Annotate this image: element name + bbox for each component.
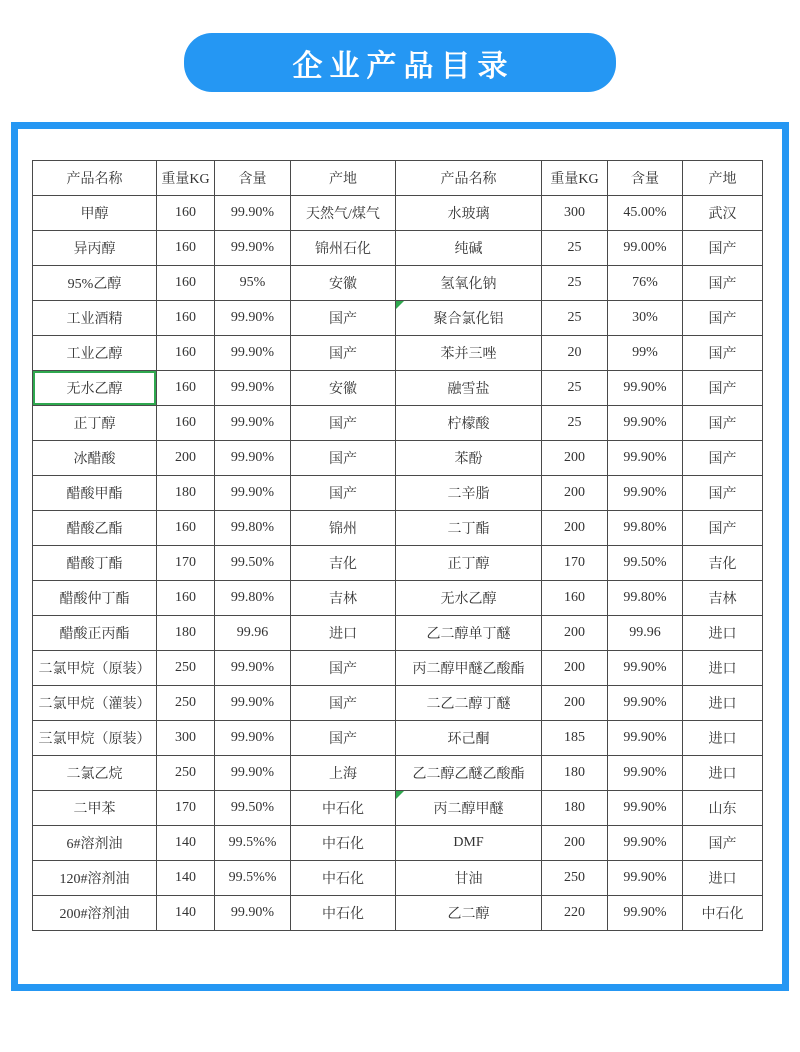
cell-origin: 国产 <box>683 301 763 336</box>
cell-weight-kg: 160 <box>157 196 215 231</box>
cell-weight-kg: 200 <box>542 476 608 511</box>
cell-origin: 中石化 <box>291 826 396 861</box>
cell-weight-kg: 25 <box>542 266 608 301</box>
cell-origin: 中石化 <box>291 861 396 896</box>
page-title: 企业产品目录 <box>292 49 515 83</box>
cell-content: 99.90% <box>608 406 683 441</box>
cell-origin: 国产 <box>291 476 396 511</box>
cell-weight-kg: 180 <box>157 616 215 651</box>
cell-product-name: 无水乙醇 <box>396 581 542 616</box>
cell-weight-kg: 200 <box>542 826 608 861</box>
cell-weight-kg: 300 <box>542 196 608 231</box>
cell-weight-kg: 200 <box>157 441 215 476</box>
cell-origin: 锦州 <box>291 511 396 546</box>
cell-content: 99.80% <box>215 511 291 546</box>
cell-product-name: 醋酸乙酯 <box>33 511 157 546</box>
cell-content: 30% <box>608 301 683 336</box>
table-row <box>33 371 763 406</box>
cell-content: 99.50% <box>215 791 291 826</box>
cell-weight-kg: 170 <box>157 791 215 826</box>
cell-product-name: 三氯甲烷（原装） <box>33 721 157 756</box>
table-header <box>33 161 763 196</box>
cell-product-name-green-triangle-marker: 聚合氯化铝 <box>396 301 542 336</box>
cell-content: 99.90% <box>215 896 291 931</box>
cell-product-name: 水玻璃 <box>396 196 542 231</box>
table-header-row <box>33 161 763 196</box>
cell-origin: 中石化 <box>291 896 396 931</box>
cell-product-name: 甲醇 <box>33 196 157 231</box>
cell-product-name: 醋酸甲酯 <box>33 476 157 511</box>
cell-origin: 国产 <box>291 336 396 371</box>
cell-product-name: 融雪盐 <box>396 371 542 406</box>
cell-product-name: 二乙二醇丁醚 <box>396 686 542 721</box>
cell-content: 99.5%% <box>215 861 291 896</box>
cell-content: 99.90% <box>608 686 683 721</box>
cell-origin: 进口 <box>683 651 763 686</box>
cell-product-name: 二氯乙烷 <box>33 756 157 791</box>
column-header-origin: 产地 <box>683 161 763 196</box>
cell-content: 99.90% <box>215 651 291 686</box>
cell-content: 99.90% <box>215 231 291 266</box>
column-header-product-name: 产品名称 <box>33 161 157 196</box>
cell-origin: 国产 <box>683 826 763 861</box>
table-row <box>33 651 763 686</box>
cell-product-name: 异丙醇 <box>33 231 157 266</box>
cell-weight-kg: 25 <box>542 406 608 441</box>
table-row <box>33 826 763 861</box>
cell-weight-kg: 185 <box>542 721 608 756</box>
page-title-banner <box>184 33 616 92</box>
cell-product-name: 苯酚 <box>396 441 542 476</box>
cell-product-name: 二氯甲烷（灌装） <box>33 686 157 721</box>
cell-origin: 国产 <box>291 721 396 756</box>
cell-origin: 进口 <box>683 756 763 791</box>
cell-product-name: 醋酸正丙酯 <box>33 616 157 651</box>
table-body <box>33 196 763 931</box>
cell-content: 99.90% <box>215 721 291 756</box>
cell-product-name: 200#溶剂油 <box>33 896 157 931</box>
cell-content: 99.90% <box>215 476 291 511</box>
table-row <box>33 896 763 931</box>
cell-product-name: 乙二醇单丁醚 <box>396 616 542 651</box>
cell-weight-kg: 25 <box>542 231 608 266</box>
cell-content: 99.90% <box>608 721 683 756</box>
table-row <box>33 756 763 791</box>
cell-content: 99% <box>608 336 683 371</box>
cell-content: 45.00% <box>608 196 683 231</box>
cell-origin: 锦州石化 <box>291 231 396 266</box>
cell-origin: 进口 <box>291 616 396 651</box>
cell-weight-kg: 160 <box>157 371 215 406</box>
cell-origin: 山东 <box>683 791 763 826</box>
cell-product-name: 冰醋酸 <box>33 441 157 476</box>
cell-product-name: 醋酸丁酯 <box>33 546 157 581</box>
cell-product-name-green-triangle-marker: 丙二醇甲醚 <box>396 791 542 826</box>
cell-weight-kg: 140 <box>157 861 215 896</box>
table-row <box>33 581 763 616</box>
cell-origin: 国产 <box>683 441 763 476</box>
cell-product-name: 正丁醇 <box>396 546 542 581</box>
cell-weight-kg: 200 <box>542 511 608 546</box>
cell-weight-kg: 160 <box>157 581 215 616</box>
cell-weight-kg: 160 <box>157 301 215 336</box>
cell-content: 99.96 <box>215 616 291 651</box>
cell-product-name: 纯碱 <box>396 231 542 266</box>
cell-content: 99.00% <box>608 231 683 266</box>
cell-origin: 吉化 <box>683 546 763 581</box>
cell-content: 99.90% <box>608 756 683 791</box>
cell-product-name: 120#溶剂油 <box>33 861 157 896</box>
cell-weight-kg: 250 <box>542 861 608 896</box>
catalog-frame <box>11 122 789 991</box>
cell-content: 99.90% <box>608 371 683 406</box>
cell-product-name: 二氯甲烷（原装） <box>33 651 157 686</box>
table-row <box>33 546 763 581</box>
cell-weight-kg: 300 <box>157 721 215 756</box>
cell-product-name: 乙二醇乙醚乙酸酯 <box>396 756 542 791</box>
cell-weight-kg: 160 <box>157 336 215 371</box>
cell-product-name: DMF <box>396 826 542 861</box>
table-row <box>33 791 763 826</box>
cell-origin: 国产 <box>683 476 763 511</box>
cell-product-name: 丙二醇甲醚乙酸酯 <box>396 651 542 686</box>
cell-origin: 国产 <box>291 301 396 336</box>
cell-weight-kg: 20 <box>542 336 608 371</box>
column-header-weight-kg: 重量KG <box>157 161 215 196</box>
cell-origin: 国产 <box>291 651 396 686</box>
cell-weight-kg: 160 <box>157 266 215 301</box>
cell-origin: 国产 <box>683 336 763 371</box>
cell-product-name: 甘油 <box>396 861 542 896</box>
column-header-origin: 产地 <box>291 161 396 196</box>
cell-content: 99.90% <box>215 301 291 336</box>
table-row <box>33 616 763 651</box>
cell-origin: 武汉 <box>683 196 763 231</box>
cell-origin: 国产 <box>683 511 763 546</box>
cell-product-name: 二辛脂 <box>396 476 542 511</box>
cell-product-name: 正丁醇 <box>33 406 157 441</box>
cell-product-name: 工业酒精 <box>33 301 157 336</box>
cell-origin: 天然气/煤气 <box>291 196 396 231</box>
cell-content: 99.90% <box>215 686 291 721</box>
cell-product-name: 柠檬酸 <box>396 406 542 441</box>
cell-product-name: 苯并三唑 <box>396 336 542 371</box>
cell-weight-kg: 170 <box>157 546 215 581</box>
table-row <box>33 511 763 546</box>
cell-weight-kg: 140 <box>157 896 215 931</box>
cell-content: 99.90% <box>608 861 683 896</box>
cell-product-name: 乙二醇 <box>396 896 542 931</box>
cell-origin: 中石化 <box>291 791 396 826</box>
cell-product-name: 醋酸仲丁酯 <box>33 581 157 616</box>
cell-weight-kg: 180 <box>542 756 608 791</box>
cell-origin: 国产 <box>291 406 396 441</box>
table-row <box>33 301 763 336</box>
table-row <box>33 266 763 301</box>
cell-content: 99.90% <box>608 651 683 686</box>
table-row <box>33 196 763 231</box>
cell-weight-kg: 200 <box>542 441 608 476</box>
cell-origin: 国产 <box>683 266 763 301</box>
cell-content: 99.90% <box>215 196 291 231</box>
cell-weight-kg: 220 <box>542 896 608 931</box>
cell-product-name: 氢氧化钠 <box>396 266 542 301</box>
table-row <box>33 336 763 371</box>
cell-weight-kg: 140 <box>157 826 215 861</box>
cell-weight-kg: 180 <box>157 476 215 511</box>
cell-weight-kg: 200 <box>542 686 608 721</box>
cell-origin: 安徽 <box>291 266 396 301</box>
cell-origin: 国产 <box>683 406 763 441</box>
table-row <box>33 721 763 756</box>
cell-product-name: 二甲苯 <box>33 791 157 826</box>
table-row <box>33 861 763 896</box>
cell-weight-kg: 200 <box>542 616 608 651</box>
table-row <box>33 686 763 721</box>
cell-product-name: 环己酮 <box>396 721 542 756</box>
cell-weight-kg: 160 <box>157 231 215 266</box>
cell-content: 99.90% <box>608 476 683 511</box>
cell-weight-kg: 25 <box>542 301 608 336</box>
column-header-product-name: 产品名称 <box>396 161 542 196</box>
cell-weight-kg: 200 <box>542 651 608 686</box>
cell-origin: 国产 <box>291 686 396 721</box>
cell-origin: 进口 <box>683 721 763 756</box>
cell-weight-kg: 250 <box>157 651 215 686</box>
cell-origin: 进口 <box>683 616 763 651</box>
cell-origin: 安徽 <box>291 371 396 406</box>
cell-content: 99.80% <box>608 511 683 546</box>
table-row <box>33 476 763 511</box>
column-header-weight-kg: 重量KG <box>542 161 608 196</box>
cell-weight-kg: 160 <box>157 511 215 546</box>
cell-origin: 吉化 <box>291 546 396 581</box>
table-row <box>33 441 763 476</box>
cell-content: 99.90% <box>215 371 291 406</box>
cell-content: 99.50% <box>608 546 683 581</box>
cell-content: 99.90% <box>215 756 291 791</box>
cell-origin: 国产 <box>683 231 763 266</box>
cell-content: 99.50% <box>215 546 291 581</box>
cell-origin: 中石化 <box>683 896 763 931</box>
cell-content: 99.90% <box>608 441 683 476</box>
cell-product-name-green-border-marker: 无水乙醇 <box>33 371 157 406</box>
cell-origin: 进口 <box>683 861 763 896</box>
cell-weight-kg: 250 <box>157 686 215 721</box>
cell-origin: 进口 <box>683 686 763 721</box>
cell-weight-kg: 250 <box>157 756 215 791</box>
cell-content: 99.80% <box>215 581 291 616</box>
cell-content: 99.5%% <box>215 826 291 861</box>
cell-product-name: 6#溶剂油 <box>33 826 157 861</box>
cell-product-name: 95%乙醇 <box>33 266 157 301</box>
cell-product-name: 二丁酯 <box>396 511 542 546</box>
cell-content: 99.90% <box>608 791 683 826</box>
cell-origin: 吉林 <box>683 581 763 616</box>
cell-content: 99.90% <box>608 826 683 861</box>
table-row <box>33 231 763 266</box>
cell-content: 99.90% <box>215 406 291 441</box>
cell-content: 99.90% <box>215 336 291 371</box>
cell-weight-kg: 180 <box>542 791 608 826</box>
cell-weight-kg: 160 <box>542 581 608 616</box>
table-row <box>33 406 763 441</box>
cell-content: 76% <box>608 266 683 301</box>
column-header-content: 含量 <box>215 161 291 196</box>
column-header-content: 含量 <box>608 161 683 196</box>
cell-origin: 国产 <box>291 441 396 476</box>
cell-weight-kg: 170 <box>542 546 608 581</box>
cell-weight-kg: 160 <box>157 406 215 441</box>
cell-origin: 上海 <box>291 756 396 791</box>
product-table <box>32 160 763 931</box>
cell-content: 99.90% <box>215 441 291 476</box>
cell-content: 99.90% <box>608 896 683 931</box>
cell-origin: 吉林 <box>291 581 396 616</box>
cell-content: 99.80% <box>608 581 683 616</box>
cell-content: 99.96 <box>608 616 683 651</box>
cell-weight-kg: 25 <box>542 371 608 406</box>
cell-product-name: 工业乙醇 <box>33 336 157 371</box>
cell-origin: 国产 <box>683 371 763 406</box>
cell-content: 95% <box>215 266 291 301</box>
